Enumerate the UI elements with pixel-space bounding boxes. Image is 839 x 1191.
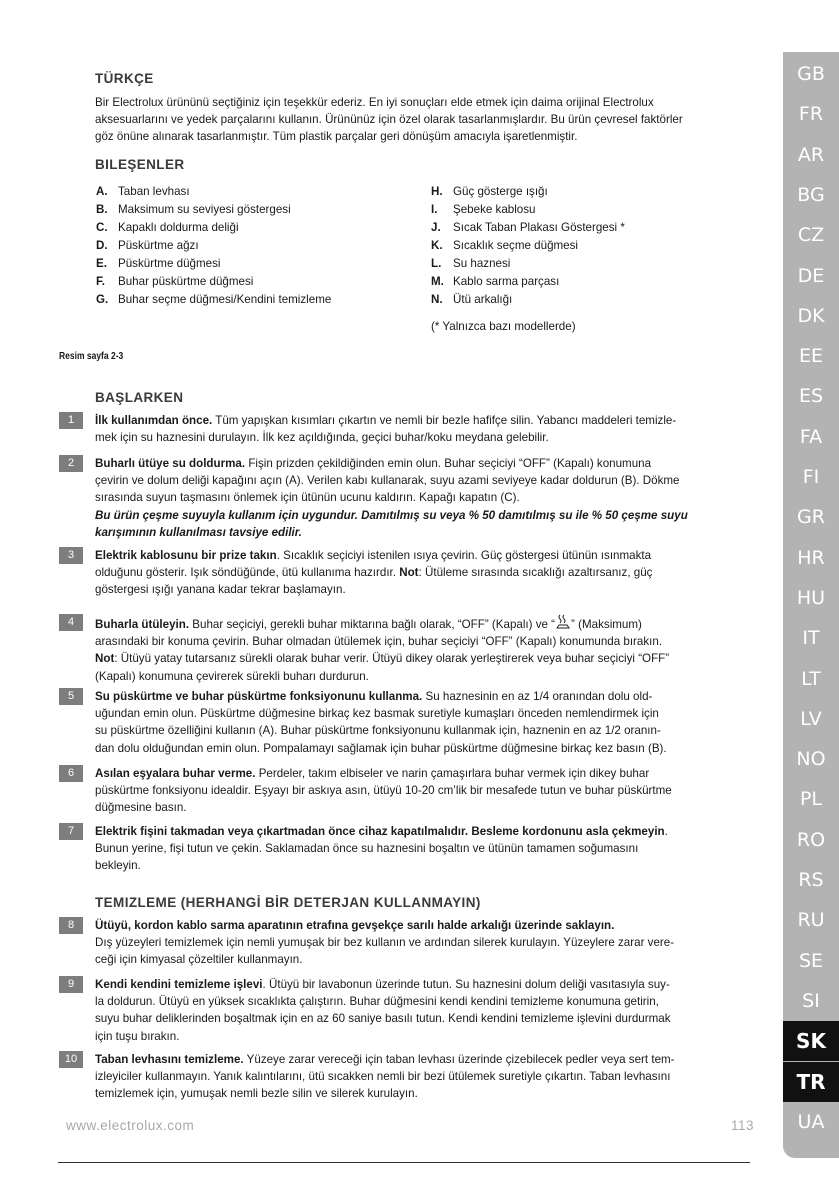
step-4: Buharla ütüleyin. Buhar seçiciyi, gerekli buhar miktarına bağlı olarak, “OFF” (Kapalı) ve “ ” (Maksimum) arasındaki bir konuma çevirin. Buhar olmadan ütülemek için, buhar seçiciyi “OFF” (Kapalı) konumunda bırakın. Not: Ütüyü yatay tutarsanız sürekli olarak buhar verir. Ütüyü dikey olarak yerleştirerek veya buhar seçiciyi “OFF” (Kapalı) konumuna çevirerek sürekli buharı durdurun.	[95, 614, 669, 685]
component-letter: H.	[431, 185, 443, 198]
step-number: 3	[59, 547, 83, 564]
language-tab-no[interactable]: NO	[796, 748, 826, 771]
figure-reference: Resim sayfa 2-3	[59, 351, 124, 362]
component-label: Buhar püskürtme düğmesi	[118, 275, 254, 288]
language-tab-ro[interactable]: RO	[796, 828, 826, 851]
component-item	[96, 183, 331, 201]
language-tab-fi[interactable]: FI	[802, 466, 820, 488]
language-tab-lt[interactable]: LT	[801, 667, 821, 690]
step-2: Buharlı ütüye su doldurma. Fişin prizden çekildiğinden emin olun. Buhar seçiciyi “OFF” (Kapalı) konumuna çevirin ve dolum deliği kapağını açın (A). Verilen kabı kullanarak, suyu azami seviyeye kadar doldurun (B). Dökme sırasında suyun taşmasını önlemek için ütünün ucunu kaldırın. Kapağı kapatın (C). Bu ürün çeşme suyuyla kullanım için uygundur. Damıtılmış su veya % 50 damıtılmış su ile % 50 çeşme suyu karışımının kullanılması tavsiye edilir.	[95, 457, 688, 539]
components-list-right	[431, 183, 625, 309]
language-tab-it[interactable]: IT	[802, 627, 820, 650]
component-label: Ütü arkalığı	[453, 293, 513, 306]
component-label: Güç gösterge ışığı	[453, 185, 548, 198]
section-title-components: BILEŞENLER	[95, 157, 185, 172]
component-letter: C.	[96, 221, 108, 234]
step-number: 8	[59, 917, 83, 934]
component-label: Buhar seçme düğmesi/Kendini temizleme	[118, 293, 332, 306]
component-item	[431, 273, 625, 291]
step-number: 5	[59, 688, 83, 705]
language-tab-lv[interactable]: LV	[800, 707, 822, 730]
component-letter: M.	[431, 275, 444, 288]
component-letter: D.	[96, 239, 108, 252]
step-number: 2	[59, 455, 83, 472]
component-label: Püskürtme düğmesi	[118, 257, 221, 270]
steam-max-icon	[556, 614, 570, 630]
component-item	[431, 219, 625, 237]
component-label: Kapaklı doldurma deliği	[118, 221, 239, 234]
component-letter: A.	[96, 185, 108, 198]
footer-website[interactable]: www.electrolux.com	[66, 1118, 195, 1133]
component-item	[431, 201, 625, 219]
step-3: Elektrik kablosunu bir prize takın. Sıcaklık seçiciyi istenilen ısıya çevirin. Güç göstergesi ütünün ısınmakta olduğunu gösterir. Işık söndüğünde, ütü kullanıma hazırdır. Not: Ütüleme sırasında sıcaklığı azaltırsanız, güç göstergesi ışığı yanana kadar tekrar başlamayın.	[95, 549, 653, 597]
language-tab-es[interactable]: ES	[798, 385, 824, 408]
component-letter: I.	[431, 203, 438, 216]
component-letter: J.	[431, 221, 441, 234]
component-item	[96, 201, 331, 219]
component-letter: N.	[431, 293, 443, 306]
language-tab-fr[interactable]: FR	[798, 103, 824, 126]
component-label: Su haznesi	[453, 257, 511, 270]
component-item	[96, 291, 331, 309]
section-title-start: BAŞLARKEN	[95, 390, 184, 405]
component-item	[96, 237, 331, 255]
language-tab-de[interactable]: DE	[797, 264, 825, 287]
component-label: Sıcak Taban Plakası Göstergesi *	[453, 221, 625, 234]
step-9: Kendi kendini temizleme işlevi. Ütüyü bir lavabonun üzerinde tutun. Su haznesini dolum deliği vasıtasıyla suy- la doldurun. Ütüyü en yüksek sıcaklıkta çalıştırın. Buhar düğmesini kendi kendini temizleme konumuna getirin, suyu buhar deliklerinden boşaltmak için en az 60 saniye basılı tutun. Kendi kendini temizleme işlevini durdurmak için tuşu bırakın.	[95, 978, 671, 1043]
language-tab-ee[interactable]: EE	[798, 345, 823, 368]
language-tab-hu[interactable]: HU	[796, 586, 826, 609]
language-sidebar	[783, 52, 839, 1158]
component-label: Maksimum su seviyesi göstergesi	[118, 203, 291, 216]
component-item	[431, 291, 625, 309]
language-tab-ru[interactable]: RU	[797, 909, 825, 932]
language-tab-fa[interactable]: FA	[799, 425, 823, 448]
step-number: 1	[59, 412, 83, 429]
component-label: Püskürtme ağzı	[118, 239, 199, 252]
language-tab-tr[interactable]: TR	[783, 1062, 839, 1102]
step-5: Su püskürtme ve buhar püskürtme fonksiyonunu kullanma. Su haznesinin en az 1/4 oranından dolu old- uğundan emin olun. Püskürtme düğmesine birkaç kez basmak suretiyle kumaşları önceden nemlendirmek için su püskürtme özelliğini kullanın (A). Buhar püskürtme fonksiyonunu kullanmak için, haznenin en az 1/2 oranın- dan dolu olduğundan emin olun. Pompalamayı sağlamak için buhar püskürtme düğmesine birkaç kez basın (B).	[95, 690, 667, 755]
component-label: Şebeke kablosu	[453, 203, 536, 216]
component-item	[96, 273, 331, 291]
component-letter: F.	[96, 275, 106, 288]
component-letter: L.	[431, 257, 442, 270]
step-number: 6	[59, 765, 83, 782]
language-tab-ua[interactable]: UA	[797, 1110, 825, 1133]
component-item	[431, 255, 625, 273]
language-tab-hr[interactable]: HR	[797, 546, 825, 569]
page-number: 113	[731, 1118, 755, 1133]
component-label: Kablo sarma parçası	[453, 275, 560, 288]
language-tab-dk[interactable]: DK	[797, 304, 825, 327]
step-10: Taban levhasını temizleme. Yüzeye zarar vereceği için taban levhası üzerinde çizebilecek pedler veya sert tem- izleyiciler kullanmayın. Yanık kalıntılarını, ütü sıcakken nemli bir bezi ütülemek suretiyle çıkartın. Taban levhasını temizlemek için, yumuşak nemli bezle silin ve silerek kurulayın.	[95, 1053, 675, 1101]
component-item	[431, 237, 625, 255]
step-8: Ütüyü, kordon kablo sarma aparatının etrafına gevşekçe sarılı halde arkalığı üzerinde saklayın. Dış yüzeyleri temizlemek için nemli yumuşak bir bez kullanın ve ardından silerek kurulayın. Yüzeylere zarar vere- ceği için kimyasal çözeltiler kullanmayın.	[95, 919, 675, 967]
components-note: (* Yalnızca bazı modellerde)	[431, 320, 576, 333]
step-7: Elektrik fişini takmadan veya çıkartmadan önce cihaz kapatılmalıdır. Besleme kordonunu asla çekmeyin. Bunun yerine, fişi tutun ve çekin. Saklamadan önce su haznesini boşaltın ve ütünün tamamen soğumasını bekleyin.	[95, 825, 668, 873]
step-number: 9	[59, 976, 83, 993]
language-tab-pl[interactable]: PL	[799, 788, 823, 811]
component-letter: B.	[96, 203, 108, 216]
component-letter: E.	[96, 257, 107, 270]
component-letter: G.	[96, 293, 109, 306]
component-label: Taban levhası	[118, 185, 190, 198]
section-title-cleaning: TEMIZLEME (HERHANGİ BİR DETERJAN KULLANMAYIN)	[95, 895, 481, 910]
language-tab-ar[interactable]: AR	[797, 143, 825, 166]
language-tab-bg[interactable]: BG	[797, 183, 825, 206]
component-item	[96, 219, 331, 237]
component-label: Sıcaklık seçme düğmesi	[453, 239, 579, 252]
step-number: 10	[59, 1051, 83, 1068]
step-1: İlk kullanımdan önce. Tüm yapışkan kısımları çıkartın ve nemli bir bezle hafifçe silin. Yabancı maddeleri temizle- mek için su haznesini durulayın. İlk kez açıldığında, geçici buhar/koku meydana gelebilir.	[95, 414, 677, 445]
language-tab-gr[interactable]: GR	[797, 506, 825, 529]
footer-rule	[58, 1162, 750, 1163]
language-tab-rs[interactable]: RS	[798, 869, 824, 891]
language-tab-sk[interactable]: SK	[783, 1021, 839, 1061]
step-number: 7	[59, 823, 83, 840]
language-tab-cz[interactable]: CZ	[797, 224, 825, 247]
component-letter: K.	[431, 239, 443, 252]
section-title-turkce: TÜRKÇE	[95, 71, 154, 86]
components-list-left	[96, 183, 331, 309]
step-6: Asılan eşyalara buhar verme. Perdeler, takım elbiseler ve narin çamaşırlara buhar vermek için dikey buhar püskürtme fonksiyonu idealdir. Eşyayı bir askıya asın, ütüyü 10-20 cm’lik bir mesafede tutun ve buhar püskürtme düğmesine basın.	[95, 767, 672, 815]
step-number: 4	[59, 614, 83, 631]
language-tab-gb[interactable]: GB	[797, 63, 825, 85]
language-tab-si[interactable]: SI	[802, 989, 820, 1012]
component-item	[431, 183, 625, 201]
intro-paragraph: Bir Electrolux ürününü seçtiğiniz için teşekkür ederiz. En iyi sonuçları elde etmek için daima orijinal Electrolux aksesuarlarını ve yedek parçalarını kullanın. Ürününüz için özel olarak tasarlanmışlardır. Bu ürün çevresel faktörler göz önüne alınarak tasarlanmıştır. Tüm plastik parçalar geri dönüşüm amacıyla işaretlenmiştir.	[95, 96, 683, 144]
component-item	[96, 255, 331, 273]
language-tab-se[interactable]: SE	[798, 949, 824, 972]
